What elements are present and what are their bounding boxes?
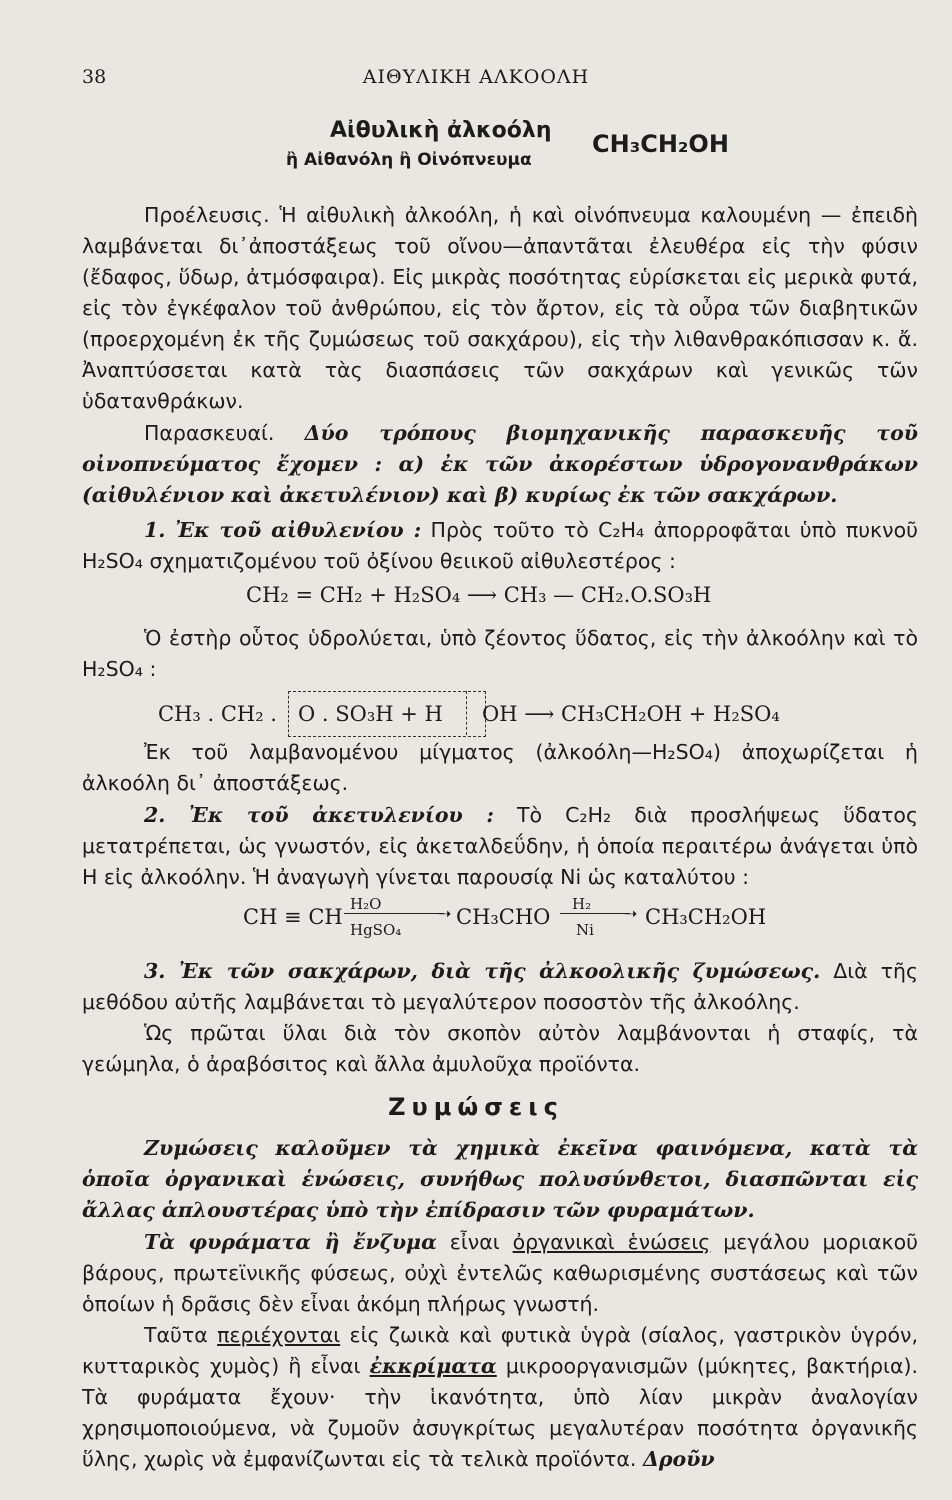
method1-paragraph (82, 515, 918, 577)
section-heading-fermentation: Ζυμώσεις (388, 1093, 564, 1121)
preparations-paragraph (82, 418, 918, 511)
reagent-water: H₂O (350, 895, 382, 913)
preparations-label: Παρασκευαί. (144, 421, 275, 445)
equation-hydrolysis-right: OH ⟶ CH₃CH₂OH + H₂SO₄ (482, 702, 780, 726)
equation-dashed-divider (466, 691, 467, 735)
method2-label: 2. Ἐκ τοῦ ἀκετυλενίου : (144, 803, 494, 827)
equation-ethanol-product: CH₃CH₂OH (645, 905, 767, 929)
method1-text: Πρὸς τοῦτο τὸ C₂H₄ ἀπορροφᾶται ὑπὸ πυκνοῦ H₂SO₄ σχηματιζομένου τοῦ ὀξίνου θειικοῦ αἰθυλεστέρος : (82, 518, 918, 573)
equation-acetaldehyde: CH₃CHO (456, 905, 551, 929)
location-text-c: μικροοργανισμῶν (μύκητες, βακτήρια). Τὰ φυράματα ἔχουν· τὴν ἱκανότητα, ὑπὸ λίαν μικρὰν ἀναλογίαν χρησιμοποιούμενα, νὰ ζυμοῦν ἀσυγκρίτως μεγαλυτέραν ποσότητα ὀργανικῆς ὕλης, χωρὶς νὰ ἐμφανίζωνται εἰς τὰ τελικὰ προϊόντα. (82, 1354, 918, 1471)
method3-text2: Ὡς πρῶται ὕλαι διὰ τὸν σκοπὸν αὐτὸν λαμβάνονται ἡ σταφίς, τὰ γεώμηλα, ὁ ἀραβόσιτος καὶ ἄλλα ἀμυλοῦχα προϊόντα. (82, 1021, 918, 1076)
location-text-b: εἰς ζωικὰ καὶ φυτικὰ ὑγρὰ (σίαλος, γαστρικὸν ὑγρόν, κυτταρικὸς χυμὸς) ἢ εἶναι (82, 1323, 918, 1378)
chapter-synonyms: ἢ Αἰθανόλη ἢ Οἰνόπνευμα (286, 150, 532, 170)
method2-text: Τὸ C₂H₂ διὰ προσλήψεως ὕδατος μετατρέπεται, ὡς γνωστόν, εἰς ἀκεταλδεΰδην, ἡ ὁποία περαιτέρω ἀνάγεται ὑπὸ H εἰς ἀλκοόλην. Ἡ ἀναγωγὴ γίνεται παρουσίᾳ Ni ὡς καταλύτου : (82, 803, 918, 889)
fermentation-definition (82, 1133, 918, 1226)
provenance-paragraph (82, 200, 918, 417)
provenance-label: Προέλευσις. (144, 203, 270, 227)
method1-hydrolysis-paragraph (82, 623, 918, 685)
chemical-formula: CH₃CH₂OH (592, 130, 729, 158)
enzymes-text-a: εἶναι (449, 1230, 500, 1254)
page-number: 38 (82, 66, 107, 88)
reaction-arrow-1 (344, 913, 444, 914)
method3-text: Διὰ τῆς μεθόδου αὐτῆς λαμβάνεται τὸ μεγαλύτερον ποσοστὸν τῆς ἀλκοόλης. (82, 959, 918, 1014)
location-text-a: Ταῦτα (144, 1323, 208, 1347)
enzymes-location-paragraph (82, 1320, 918, 1475)
reaction-arrowhead-1: ➝ (438, 904, 452, 923)
location-text-end: Δροῦν (642, 1447, 715, 1471)
method1-label: 1. Ἐκ τοῦ αἰθυλενίου : (144, 518, 422, 542)
enzymes-paragraph (82, 1227, 918, 1320)
method2-paragraph (82, 800, 918, 893)
reaction-arrowhead-2: ➝ (624, 904, 638, 923)
preparations-text: Δύο τρόπους βιομηχανικῆς παρασκευῆς τοῦ οἰνοπνεύματος ἔχομεν : α) ἐκ τῶν ἀκορέστων ὑδρογονανθράκων (αἰθυλένιον καὶ ἀκετυλένιον) καὶ β) κυρίως ἐκ τῶν σακχάρων. (82, 421, 918, 507)
reaction-arrow-2 (560, 913, 630, 914)
method1-text2: Ὁ ἐστὴρ οὗτος ὑδρολύεται, ὑπὸ ζέοντος ὕδατος, εἰς τὴν ἀλκοόλην καὶ τὸ H₂SO₄ : (82, 626, 918, 681)
method3-paragraph (82, 956, 918, 1080)
reagent-hydrogen: H₂ (572, 895, 592, 913)
location-secretions: ἐκκρίματα (369, 1354, 497, 1378)
equation-hydrolysis-boxed: O . SO₃H + H (298, 702, 443, 726)
chapter-title: Αἰθυλικὴ ἀλκοόλη (330, 118, 552, 143)
method1-text3: Ἐκ τοῦ λαμβανομένου μίγματος (ἀλκοόλη—H₂SO₄) ἀποχωρίζεται ἡ ἀλκοόλη δι᾿ ἀποστάξεως. (82, 740, 918, 795)
running-title: ΑΙΘΥΛΙΚΗ ΑΛΚΟΟΛΗ (362, 66, 590, 88)
enzymes-text-b: μεγάλου μοριακοῦ βάρους, πρωτεϊνικῆς φύσεως, οὐχὶ ἐντελῶς καθωρισμένης συστάσεως καὶ τῶν ὁποίων ἡ δρᾶσις δὲν εἶναι ἀκόμη πλήρως γνωστή. (82, 1230, 918, 1316)
provenance-text: Ἡ αἰθυλικὴ ἀλκοόλη, ἡ καὶ οἰνόπνευμα καλουμένη — ἐπειδὴ λαμβάνεται δι᾿ἀποστάξεως τοῦ οἴνου—ἀπαντᾶται ἐλευθέρα εἰς τὴν φύσιν (ἔδαφος, ὕδωρ, ἀτμόσφαιρα). Εἰς μικρὰς ποσότητας εὑρίσκεται εἰς μερικὰ φυτά, εἰς τὸν ἐγκέφαλον τοῦ ἀνθρώπου, εἰς τὸν ἄρτον, εἰς τὰ οὖρα τῶν διαβητικῶν (προερχομένη ἐκ τῆς ζυμώσεως τοῦ σακχάρου), εἰς τὴν λιθανθρακόπισσαν κ. ἄ. Ἀναπτύσσεται κατὰ τὰς διασπάσεις τῶν σακχάρων καὶ γενικῶς τῶν ὑδατανθράκων. (82, 203, 918, 413)
equation-hydrolysis-left: CH₃ . CH₂ . (158, 702, 277, 726)
location-underlined: περιέχονται (217, 1323, 341, 1347)
enzymes-label: Τὰ φυράματα ἢ ἔνζυμα (144, 1230, 437, 1254)
method3-label: 3. Ἐκ τῶν σακχάρων, διὰ τῆς ἀλκοολικῆς ζυμώσεως. (144, 959, 821, 983)
fermentation-definition-text: Ζυμώσεις καλοῦμεν τὰ χημικὰ ἐκεῖνα φαινόμενα, κατὰ τὰ ὁποῖα ὀργανικαὶ ἑνώσεις, συνήθως πολυσύνθετοι, διασπῶνται εἰς ἄλλας ἁπλουστέρας ὑπὸ τὴν ἐπίδρασιν τῶν φυραμάτων. (82, 1136, 918, 1222)
reagent-mercury-sulfate: HgSO₄ (350, 921, 402, 939)
equation-ethylene-sulfuric: CH₂ = CH₂ + H₂SO₄ ⟶ CH₃ — CH₂.O.SO₃H (246, 583, 712, 607)
method1-distillation-paragraph (82, 737, 918, 799)
catalyst-nickel: Ni (576, 921, 594, 939)
equation-acetylene-start: CH ≡ CH (243, 905, 343, 929)
enzymes-underlined: ὀργανικαὶ ἑνώσεις (512, 1230, 711, 1254)
